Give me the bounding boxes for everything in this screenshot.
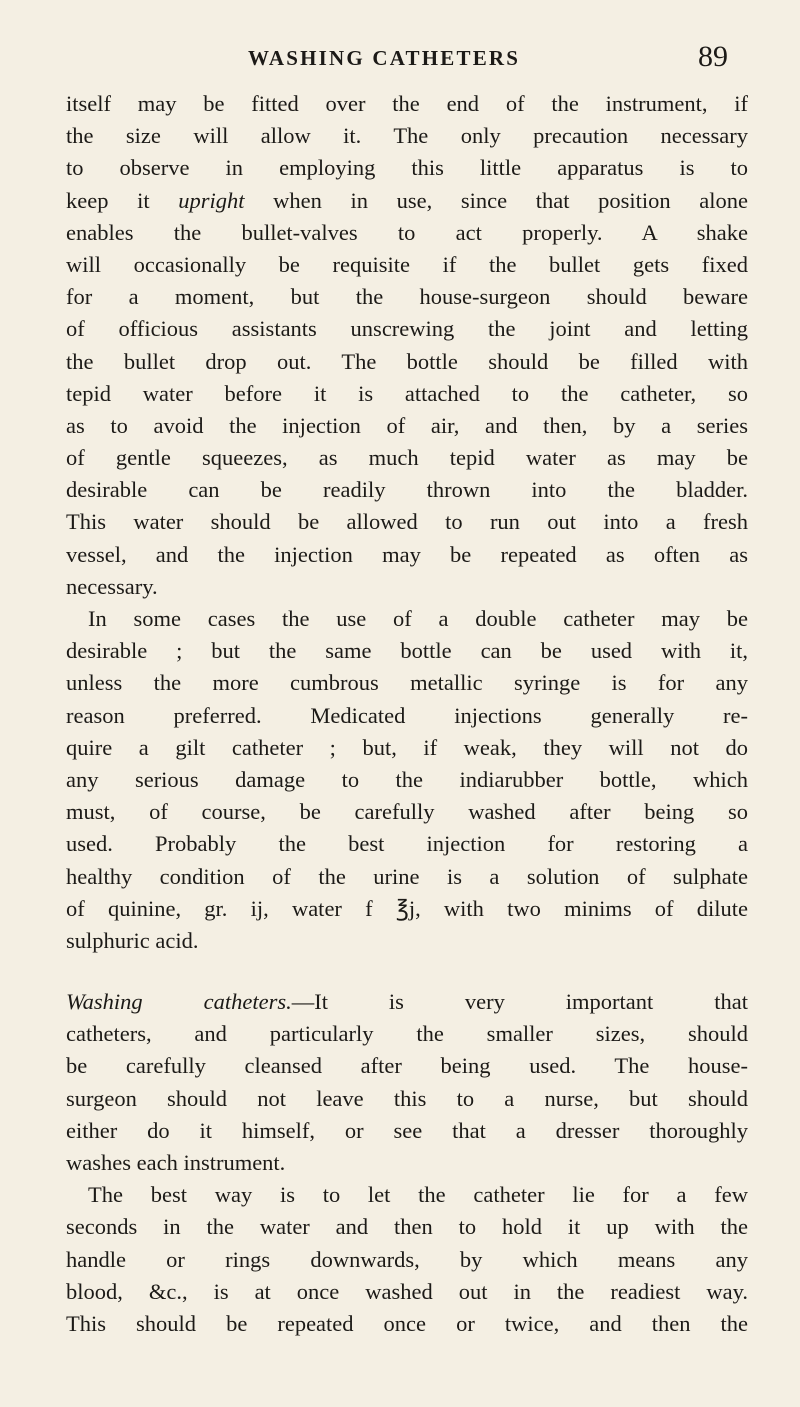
text-line: healthy condition of the urine is a solution of sulphate <box>66 863 748 889</box>
paragraph-3 <box>66 986 748 1179</box>
section-heading-continuation: —It is very important that <box>291 989 748 1015</box>
running-head-title: WASHING CATHETERS <box>248 46 521 70</box>
text-line: enables the bullet-valves to act properly. A shake <box>66 219 748 245</box>
text-line: desirable ; but the same bottle can be used with it, <box>66 638 748 664</box>
paragraph-4 <box>66 1179 748 1340</box>
text-line: seconds in the water and then to hold it up with the <box>66 1214 748 1240</box>
text-line: itself may be fitted over the end of the instrument, if <box>66 91 748 116</box>
paragraph-1 <box>66 88 748 603</box>
text-line: of officious assistants unscrewing the joint and letting <box>66 316 748 342</box>
body-text <box>66 88 748 1340</box>
text-line: surgeon should not leave this to a nurse, but should <box>66 1085 748 1111</box>
text-line: will occasionally be requisite if the bullet gets fixed <box>66 251 748 277</box>
running-head <box>0 36 800 76</box>
text-line: must, of course, be carefully washed after being so <box>66 799 748 825</box>
text-line: This water should be allowed to run out into a fresh <box>66 509 748 535</box>
section-gap <box>66 957 748 986</box>
text-line: The best way is to let the catheter lie for a few <box>88 1182 748 1208</box>
text-line: vessel, and the injection may be repeated as often as <box>66 541 748 567</box>
text-line: keep it upright when in use, since that position alone <box>66 187 748 213</box>
section-heading: Washing catheters. <box>66 989 292 1015</box>
text-line: either do it himself, or see that a dresser thoroughly <box>66 1117 748 1143</box>
text-line: for a moment, but the house-surgeon should beware <box>66 284 748 310</box>
text-line: any serious damage to the indiarubber bottle, which <box>66 766 748 792</box>
text-line: reason preferred. Medicated injections generally re- <box>66 702 748 728</box>
text-line: of gentle squeezes, as much tepid water as may be <box>66 445 748 471</box>
text-line: be carefully cleansed after being used. The house- <box>66 1053 748 1079</box>
text-line <box>66 986 748 1018</box>
text-line: the size will allow it. The only precaution necessary <box>66 123 748 149</box>
text-line: handle or rings downwards, by which means any <box>66 1246 748 1272</box>
text-line: to observe in employing this little apparatus is to <box>66 155 748 181</box>
text-line: quire a gilt catheter ; but, if weak, they will not do <box>66 734 748 760</box>
text-line: sulphuric acid. <box>66 927 199 953</box>
text-line: This should be repeated once or twice, and then the <box>66 1310 748 1336</box>
text-line: necessary. <box>66 573 158 599</box>
text-line: as to avoid the injection of air, and then, by a series <box>66 412 748 438</box>
text-line: desirable can be readily thrown into the bladder. <box>66 477 748 503</box>
text-line: catheters, and particularly the smaller sizes, should <box>66 1021 748 1047</box>
text-line: the bullet drop out. The bottle should be filled with <box>66 348 748 374</box>
text-line: unless the more cumbrous metallic syringe is for any <box>66 670 748 696</box>
text-line: used. Probably the best injection for restoring a <box>66 831 748 857</box>
paragraph-2 <box>66 603 748 957</box>
text-line: tepid water before it is attached to the catheter, so <box>66 380 748 406</box>
page-number: 89 <box>698 40 728 73</box>
text-line: blood, &c., is at once washed out in the readiest way. <box>66 1278 748 1304</box>
text-line: washes each instrument. <box>66 1150 286 1175</box>
text-line: In some cases the use of a double catheter may be <box>88 606 748 631</box>
text-line: of quinine, gr. ij, water f ℥j, with two minims of dilute <box>66 895 748 921</box>
